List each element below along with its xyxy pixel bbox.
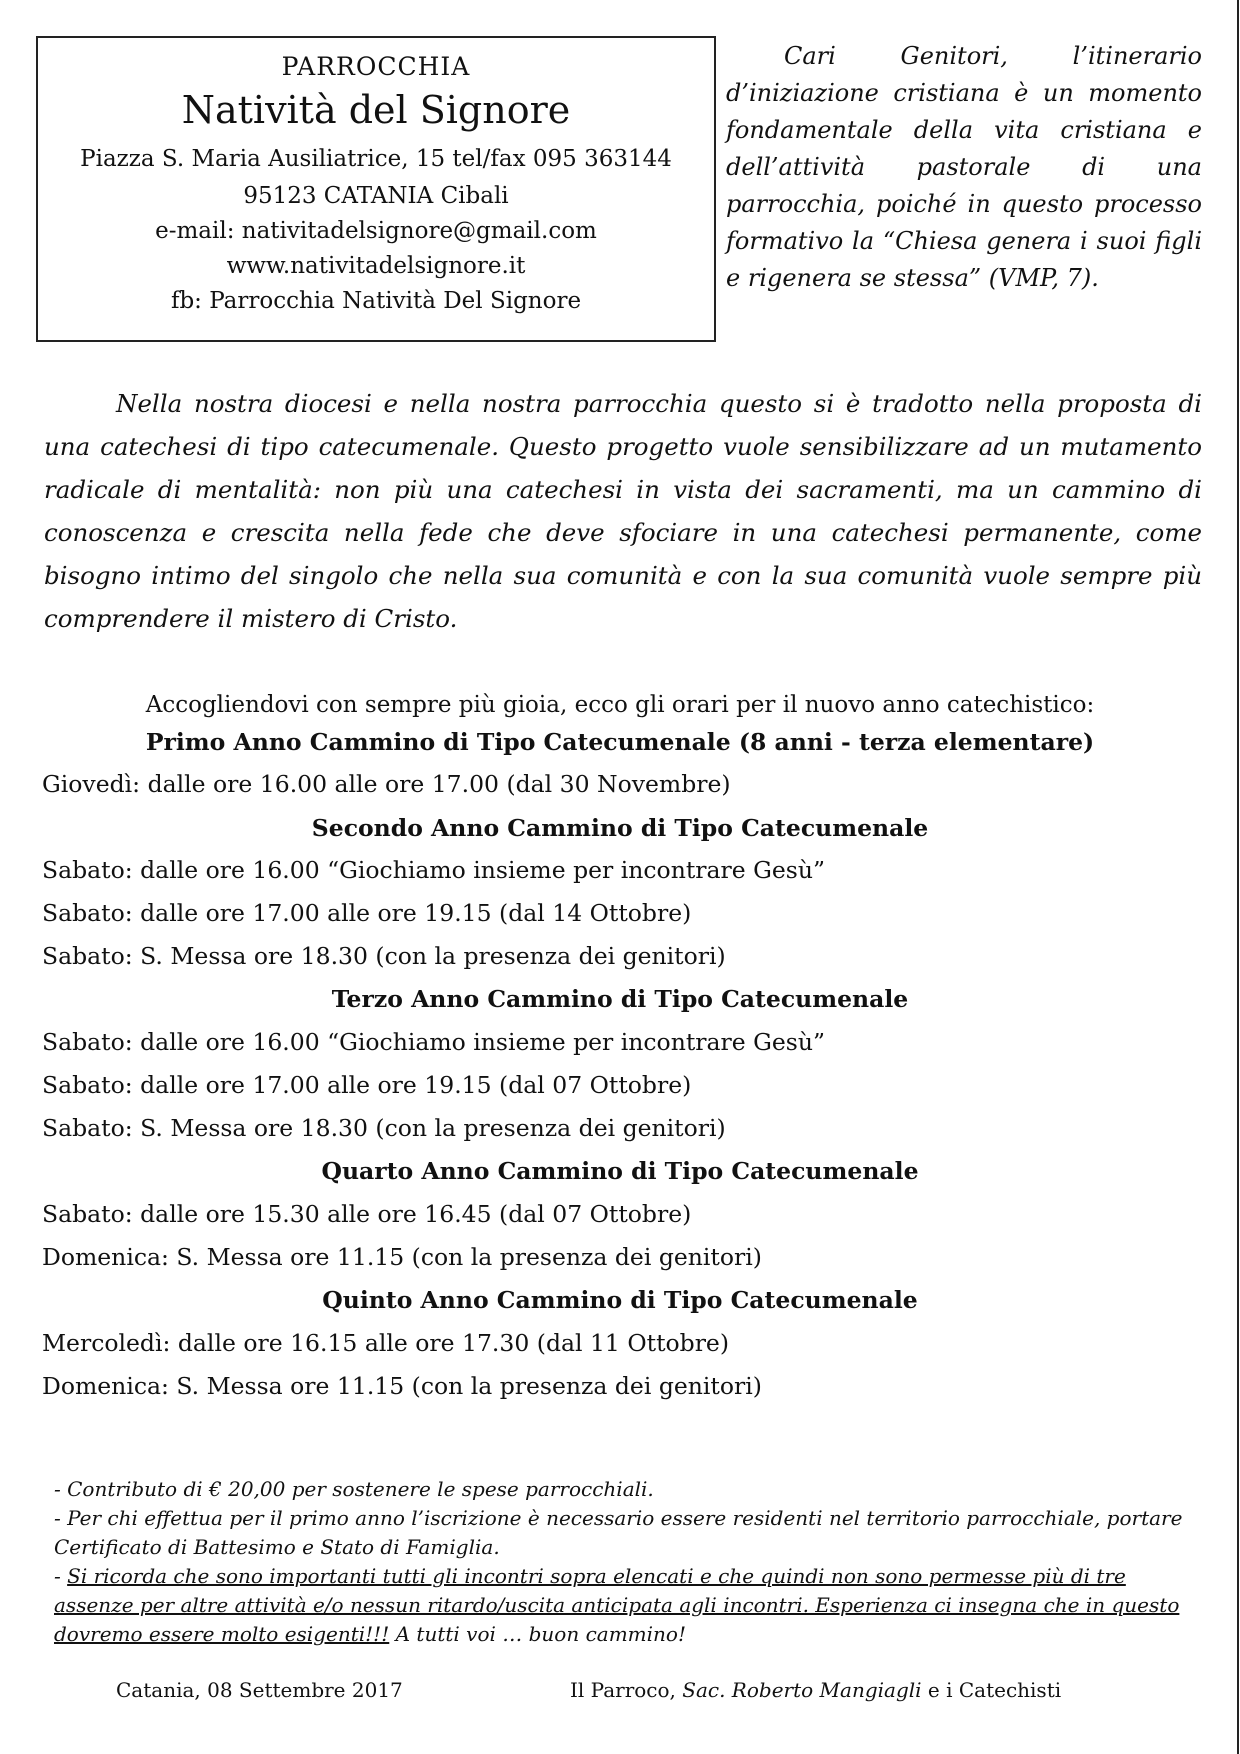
section-title-terzo: Terzo Anno Cammino di Tipo Catecumenale (331, 985, 909, 1013)
schedule-line: Sabato: dalle ore 15.30 alle ore 16.45 (dal 07 Ottobre) (42, 1200, 692, 1228)
note-reminder (54, 1562, 1200, 1649)
schedule-line: Sabato: dalle ore 17.00 alle ore 19.15 (dal 14 Ottobre) (42, 899, 692, 927)
schedule-line: Domenica: S. Messa ore 11.15 (con la presenza dei genitori) (42, 1372, 762, 1400)
intro-text (726, 38, 1202, 297)
schedule-line: Mercoledì: dalle ore 16.15 alle ore 17.30 (dal 11 Ottobre) (42, 1329, 730, 1357)
greeting-line: Accogliendovi con sempre più gioia, ecco gli orari per il nuovo anno catechistico: (145, 692, 1095, 718)
parish-header-box (36, 36, 716, 342)
parish-facebook: fb: Parrocchia Natività Del Signore (170, 288, 582, 314)
note-registration: - Per chi effettua per il primo anno l’iscrizione è necessario essere residenti nel territorio parrocchiale, portare Certificato di Battesimo e Stato di Famiglia. (54, 1506, 1183, 1559)
schedule-line: Sabato: dalle ore 17.00 alle ore 19.15 (dal 07 Ottobre) (42, 1071, 692, 1099)
note-reminder-underlined: Si ricorda che sono importanti tutti gli incontri sopra elencati e che quindi non sono permesse più di tre assenze per altre attività e/o nessun ritardo/uscita anticipata agli incontri. Esperienza ci insegna che in questo dovremo essere molto esigenti!!! (54, 1564, 1180, 1646)
schedule-line: Sabato: S. Messa ore 18.30 (con la presenza dei genitori) (42, 942, 726, 970)
parish-name: Natività del Signore (181, 88, 571, 132)
note-reminder-end: A tutti voi … buon cammino! (389, 1622, 686, 1646)
schedule-line: Sabato: dalle ore 16.00 “Giochiamo insieme per incontrare Gesù” (42, 1028, 826, 1056)
parish-website: www.nativitadelsignore.it (226, 253, 526, 279)
parish-email: e-mail: nativitadelsignore@gmail.com (155, 218, 597, 244)
signature-suffix: e i Catechisti (921, 1678, 1062, 1702)
main-paragraph (44, 382, 1202, 640)
parish-address: Piazza S. Maria Ausiliatrice, 15 tel/fax 095 363144 (80, 146, 672, 172)
schedule-line: Domenica: S. Messa ore 11.15 (con la presenza dei genitori) (42, 1243, 762, 1271)
section-title-primo: Primo Anno Cammino di Tipo Catecumenale (8 anni - terza elementare) (145, 728, 1095, 756)
intro-body: Cari Genitori, l’itinerario d’iniziazione cristiana è un momento fondamentale della vita cristiana e dell’attività pastorale di una parrocchia, poiché in questo processo formativo la “Chiesa genera i suoi figli e rigenera se stessa” (VMP, 7). (726, 42, 1202, 292)
signature-prefix: Il Parroco, (570, 1678, 683, 1702)
footer-place-date: Catania, 08 Settembre 2017 (116, 1678, 403, 1702)
main-paragraph-body: Nella nostra diocesi e nella nostra parrocchia questo si è tradotto nella proposta di una catechesi di tipo catecumenale. Questo progetto vuole sensibilizzare ad un mutamento radicale di mentalità: non più una catechesi in vista dei sacramenti, ma un cammino di conoscenza e crescita nella fede che deve sfociare in una catechesi permanente, come bisogno intimo del singolo che nella sua comunità e con la sua comunità vuole sempre più comprendere il mistero di Cristo. (44, 389, 1202, 633)
note-contribution: - Contributo di € 20,00 per sostenere le spese parrocchiali. (54, 1477, 654, 1501)
footer-signature (570, 1678, 1061, 1702)
schedule-line: Giovedì: dalle ore 16.00 alle ore 17.00 (dal 30 Novembre) (42, 770, 731, 798)
schedule-line: Sabato: dalle ore 16.00 “Giochiamo insieme per incontrare Gesù” (42, 856, 826, 884)
page-edge-line (1237, 0, 1239, 1754)
section-title-quinto: Quinto Anno Cammino di Tipo Catecumenale (322, 1286, 918, 1314)
parish-label: PARROCCHIA (281, 52, 471, 81)
section-title-quarto: Quarto Anno Cammino di Tipo Catecumenale (321, 1157, 919, 1185)
note-reminder-prefix: - (54, 1564, 68, 1588)
signature-name: Sac. Roberto Mangiagli (682, 1678, 922, 1702)
parish-city: 95123 CATANIA Cibali (243, 183, 509, 209)
section-title-secondo: Secondo Anno Cammino di Tipo Catecumenale (311, 814, 929, 842)
schedule-line: Sabato: S. Messa ore 18.30 (con la presenza dei genitori) (42, 1114, 726, 1142)
